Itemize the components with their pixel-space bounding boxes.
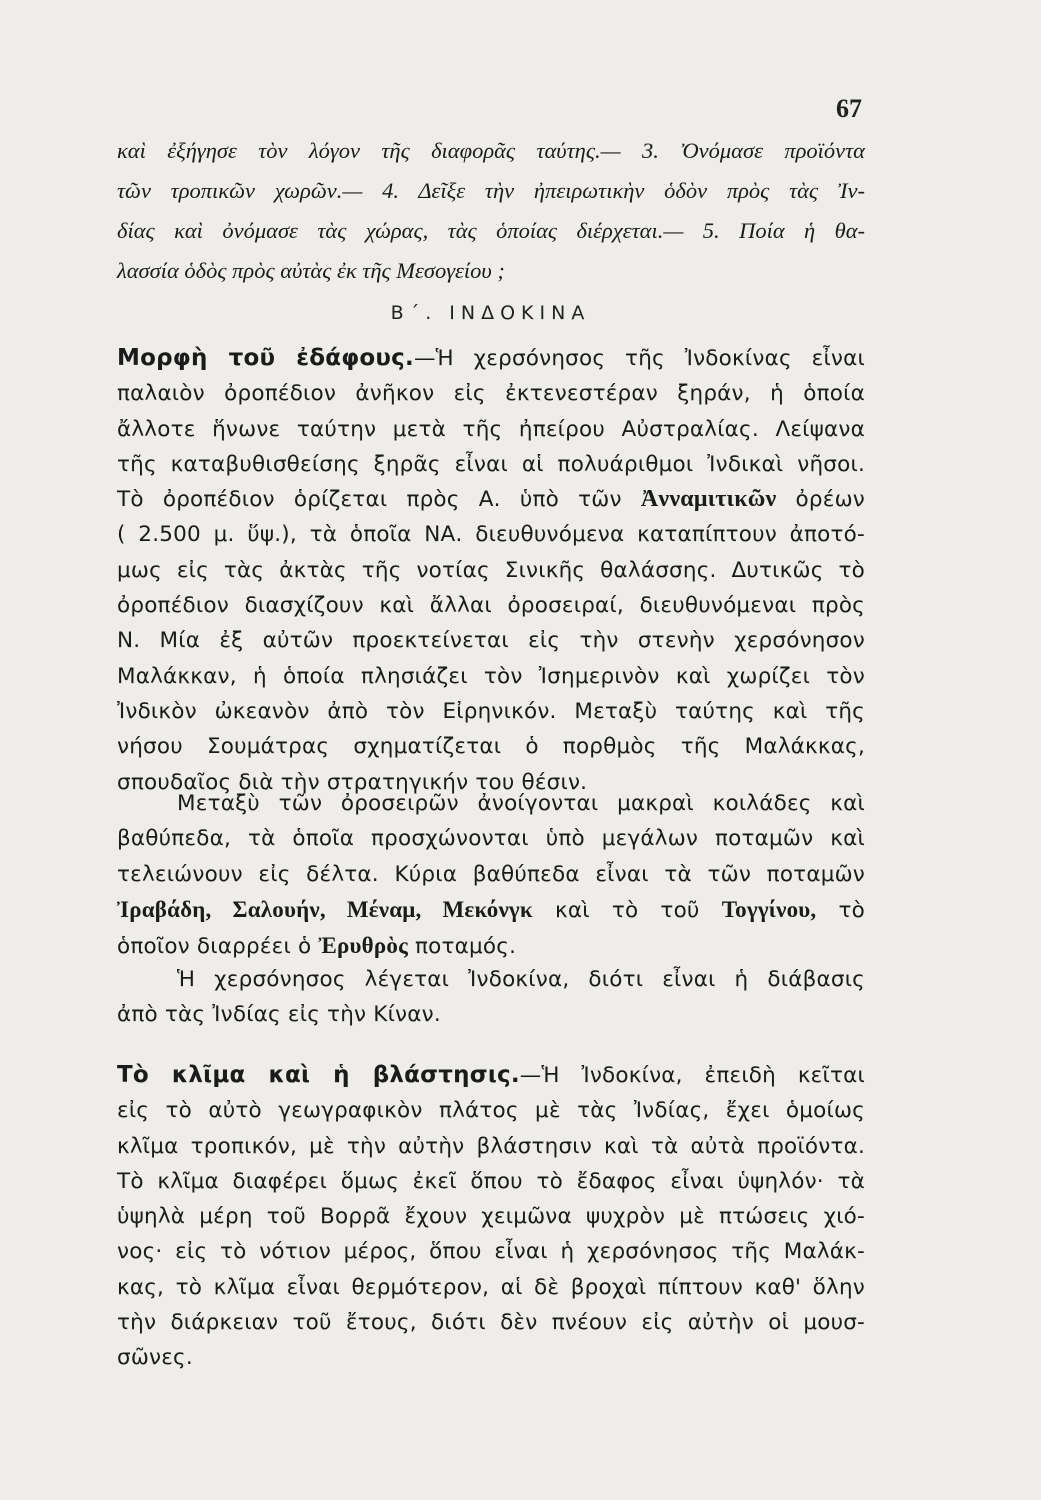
section-title xyxy=(0,302,1041,324)
paragraph-line: σῶνες. xyxy=(117,1345,193,1371)
paragraph-line: κλῖμα τροπικόν, μὲ τὴν αὐτὴν βλάστησιν καὶ τὰ αὐτὰ προϊόντα. xyxy=(117,1133,865,1159)
paragraph-line: Τὸ κλῖμα διαφέρει ὅμως ἐκεῖ ὅπου τὸ ἔδαφος εἶναι ὑψηλόν· τὰ xyxy=(117,1168,865,1194)
exercise-line: καὶ ἐξήγησε τὸν λόγον τῆς διαφορᾶς ταύτης.— 3. Ὀνόμασε προϊόντα xyxy=(117,138,865,163)
paragraph-terrain xyxy=(117,341,865,800)
paragraph-line xyxy=(117,1058,865,1093)
paragraph-climate xyxy=(117,1058,865,1376)
paragraph-line: τὴν διάρκειαν τοῦ ἔτους, διότι δὲν πνέουν εἰς αὐτὴν οἱ μουσ- xyxy=(117,1310,865,1336)
bold-river-names: Ἰραβάδη, Σαλουήν, Μέναμ, Μεκόνγκ xyxy=(117,896,533,922)
paragraph-line: μως εἰς τὰς ἀκτὰς τῆς νοτίας Σινικῆς θαλάσσης. Δυτικῶς τὸ xyxy=(117,557,865,583)
exercise-line: δίας καὶ ὀνόμασε τὰς χώρας, τὰς ὁποίας διέρχεται.— 5. Ποία ἡ θα- xyxy=(117,218,865,243)
bold-river-name: Τογγίνου, xyxy=(721,896,817,922)
paragraph-line: τελειώνουν εἰς δέλτα. Κύρια βαθύπεδα εἶναι τὰ τῶν ποταμῶν xyxy=(117,861,865,887)
paragraph-line: ὀροπέδιον διασχίζουν καὶ ἄλλαι ὀροσειραί, διευθυνόμεναι πρὸς xyxy=(117,593,865,619)
paragraph-line: τῆς καταβυθισθείσης ξηρᾶς εἶναι αἱ πολυάριθμοι Ἰνδικαὶ νῆσοι. xyxy=(117,451,865,477)
paragraph-line-text: ὁποῖον διαρρέει ὁ xyxy=(117,934,312,960)
paragraph-line: νήσου Σουμάτρας σχηματίζεται ὁ πορθμὸς τῆς Μαλάκκας, xyxy=(117,734,865,760)
paragraph-line-text: Τὸ ὀροπέδιον ὁρίζεται πρὸς Α. ὑπὸ τῶν xyxy=(117,487,622,513)
paragraph-line: σπουδαῖος διὰ τὴν στρατηγικήν του θέσιν. xyxy=(117,769,588,795)
paragraph-line: νος· εἰς τὸ νότιον μέρος, ὅπου εἶναι ἡ χερσόνησος τῆς Μαλάκ- xyxy=(117,1239,865,1265)
paragraph-rivers xyxy=(117,786,865,964)
paragraph-line: Μεταξὺ τῶν ὀροσειρῶν ἀνοίγονται μακραὶ κοιλάδες καὶ xyxy=(177,791,865,816)
paragraph-line: ἄλλοτε ἥνωνε ταύτην μετὰ τῆς ἠπείρου Αὐστραλίας. Λείψανα xyxy=(117,416,865,442)
paragraph-line-text: —Ἡ Ἰνδοκίνα, ἐπειδὴ κεῖται xyxy=(519,1063,865,1088)
paragraph-line: κας, τὸ κλῖμα εἶναι θερμότερον, αἱ δὲ βροχαὶ πίπτουν καθ' ὅλην xyxy=(117,1274,865,1300)
bold-place-name: Ἀνναμιτικῶν xyxy=(640,486,777,513)
paragraph-line xyxy=(117,928,865,964)
paragraph-line: Μαλάκκαν, ἡ ὁποία πλησιάζει τὸν Ἰσημερινὸν καὶ χωρίζει τὸν xyxy=(117,663,865,689)
paragraph-line: εἰς τὸ αὐτὸ γεωγραφικὸν πλάτος μὲ τὰς Ἰνδίας, ἔχει ὁμοίως xyxy=(117,1098,865,1124)
paragraph-line: Ν. Μία ἐξ αὐτῶν προεκτείνεται εἰς τὴν στενὴν χερσόνησον xyxy=(117,628,865,654)
paragraph-line-text: ποταμός. xyxy=(415,934,517,960)
paragraph-line: ὑψηλὰ μέρη τοῦ Βορρᾶ ἔχουν χειμῶνα ψυχρὸν μὲ πτώσεις χιό- xyxy=(117,1204,865,1230)
paragraph-heading: Τὸ κλῖμα καὶ ἡ βλάστησις. xyxy=(117,1062,520,1088)
paragraph-line-text: τὸ xyxy=(838,897,865,923)
section-title-text: Β΄. ΙΝΔΟΚΙΝΑ xyxy=(390,302,591,324)
paragraph-line: βαθύπεδα, τὰ ὁποῖα προσχώνονται ὑπὸ μεγάλων ποταμῶν καὶ xyxy=(117,826,865,852)
paragraph-line: παλαιὸν ὀροπέδιον ἀνῆκον εἰς ἐκτενεστέραν ξηράν, ἡ ὁποία xyxy=(117,381,865,407)
paragraph-heading: Μορφὴ τοῦ ἐδάφους. xyxy=(117,345,414,371)
paragraph-line: ( 2.500 μ. ὕψ.), τὰ ὁποῖα ΝΑ. διευθυνόμενα καταπίπτουν ἀποτό- xyxy=(117,522,865,548)
paragraph-line-text: ὀρέων xyxy=(795,487,865,513)
paragraph-line: ἀπὸ τὰς Ἰνδίας εἰς τὴν Κίναν. xyxy=(117,1002,441,1028)
paragraph-name-origin xyxy=(117,962,865,1033)
paragraph-line: Ἰνδικὸν ὠκεανὸν ἀπὸ τὸν Εἰρηνικόν. Μεταξὺ ταύτης καὶ τῆς xyxy=(117,698,865,724)
paragraph-line: Ἡ χερσόνησος λέγεται Ἰνδοκίνα, διότι εἶναι ἡ διάβασις xyxy=(177,967,865,992)
exercise-line: λασσία ὁδὸς πρὸς αὐτὰς ἐκ τῆς Μεσογείου ; xyxy=(117,258,505,283)
exercise-questions xyxy=(117,131,865,291)
exercise-line: τῶν τροπικῶν χωρῶν.— 4. Δεῖξε τὴν ἠπειρωτικὴν ὁδὸν πρὸς τὰς Ἰν- xyxy=(117,178,865,203)
paragraph-line-text: —Ἡ χερσόνησος τῆς Ἰνδοκίνας εἶναι xyxy=(413,346,865,371)
bold-river-name: Ἐρυθρὸς xyxy=(318,933,408,959)
paragraph-line xyxy=(117,892,865,928)
paragraph-line-text: καὶ τὸ τοῦ xyxy=(554,897,700,923)
page-number: 67 xyxy=(836,94,862,123)
paragraph-line xyxy=(117,482,865,517)
paragraph-line xyxy=(117,341,865,376)
